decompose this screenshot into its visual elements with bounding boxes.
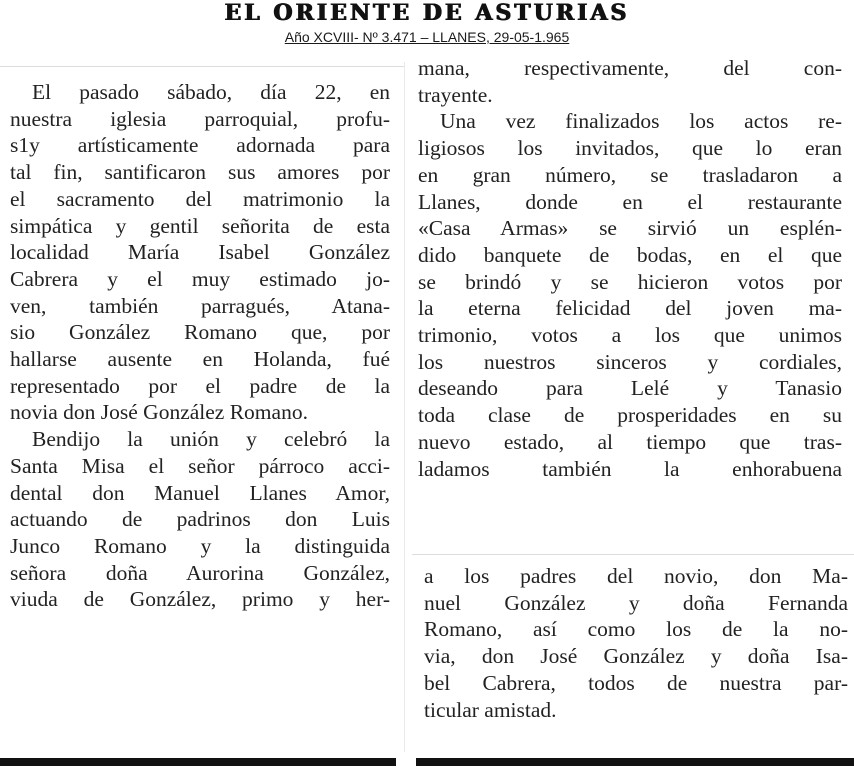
article-line: trimonio, votos a los que unimos: [418, 323, 842, 348]
article-line: deseando para Lelé y Tanasio: [418, 376, 842, 401]
article-column-right-top: [418, 55, 842, 482]
bottom-rule-left: [0, 758, 396, 766]
article-line: sio González Romano que, por: [10, 320, 390, 345]
article-line: simpática y gentil señorita de esta: [10, 213, 390, 238]
article-line: toda clase de prosperidades en su: [418, 403, 842, 428]
article-line: bel Cabrera, todos de nuestra par-: [424, 670, 848, 695]
issue-dateline: [0, 28, 854, 46]
article-line: Romano, así como los de la no-: [424, 617, 848, 642]
article-line: ven, también parragués, Atana-: [10, 293, 390, 318]
article-line: mana, respectivamente, del con-: [418, 56, 842, 80]
issue-dateline-text: Año XCVIII- Nº 3.471 – LLANES, 29-05-1.965: [284, 29, 570, 45]
article-column-right-bottom: [424, 563, 848, 723]
clipping-edge-top: [0, 66, 404, 67]
article-line: ladamos también la enhorabuena: [418, 456, 842, 481]
article-line: señora doña Aurorina González,: [10, 560, 390, 585]
article-line: tal fin, santificaron sus amores por: [10, 160, 390, 185]
article-line: Una vez finalizados los actos re-: [440, 109, 842, 134]
article-line: localidad María Isabel González: [10, 240, 390, 265]
article-line: Bendijo la unión y celebró la: [32, 427, 390, 452]
article-line: en gran número, se trasladaron a: [418, 162, 842, 187]
article-line: la eterna felicidad del joven ma-: [418, 296, 842, 321]
article-line: representado por el padre de la: [10, 373, 390, 398]
article-line: s1y artísticamente adornada para: [10, 133, 390, 158]
article-line: nuevo estado, al tiempo que tras-: [418, 429, 842, 454]
article-line: «Casa Armas» se sirvió un esplén-: [418, 216, 842, 241]
article-line: los nuestros sinceros y cordiales,: [418, 349, 842, 374]
clipping-edge-middle: [412, 554, 854, 555]
article-column-left: [10, 79, 390, 613]
article-line: se brindó y se hicieron votos por: [418, 269, 842, 294]
article-line: novia don José González Romano.: [10, 400, 308, 425]
article-line: nuel González y doña Fernanda: [424, 590, 848, 615]
article-line: hallarse ausente en Holanda, fué: [10, 347, 390, 372]
article-line: via, don José González y doña Isa-: [424, 644, 848, 669]
article-line: nuestra iglesia parroquial, profu-: [10, 106, 390, 131]
newspaper-masthead: EL ORIENTE DE ASTURIAS: [224, 0, 630, 26]
article-line: Cabrera y el muy estimado jo-: [10, 266, 390, 291]
article-line: Llanes, donde en el restaurante: [418, 189, 842, 214]
article-line: Santa Misa el señor párroco acci-: [10, 453, 390, 478]
article-line: dido banquete de bodas, en el que: [418, 242, 842, 267]
article-line: ticular amistad.: [424, 697, 557, 722]
article-line: a los padres del novio, don Ma-: [424, 564, 848, 588]
article-line: actuando de padrinos don Luis: [10, 507, 390, 532]
article-line: trayente.: [418, 82, 493, 107]
article-line: dental don Manuel Llanes Amor,: [10, 480, 390, 505]
column-gutter: [404, 62, 405, 752]
bottom-rule-right: [416, 758, 854, 766]
article-line: Junco Romano y la distinguida: [10, 533, 390, 558]
article-line: viuda de González, primo y her-: [10, 587, 390, 612]
article-line: El pasado sábado, día 22, en: [32, 80, 390, 104]
article-line: ligiosos los invitados, que lo eran: [418, 136, 842, 161]
article-line: el sacramento del matrimonio la: [10, 186, 390, 211]
